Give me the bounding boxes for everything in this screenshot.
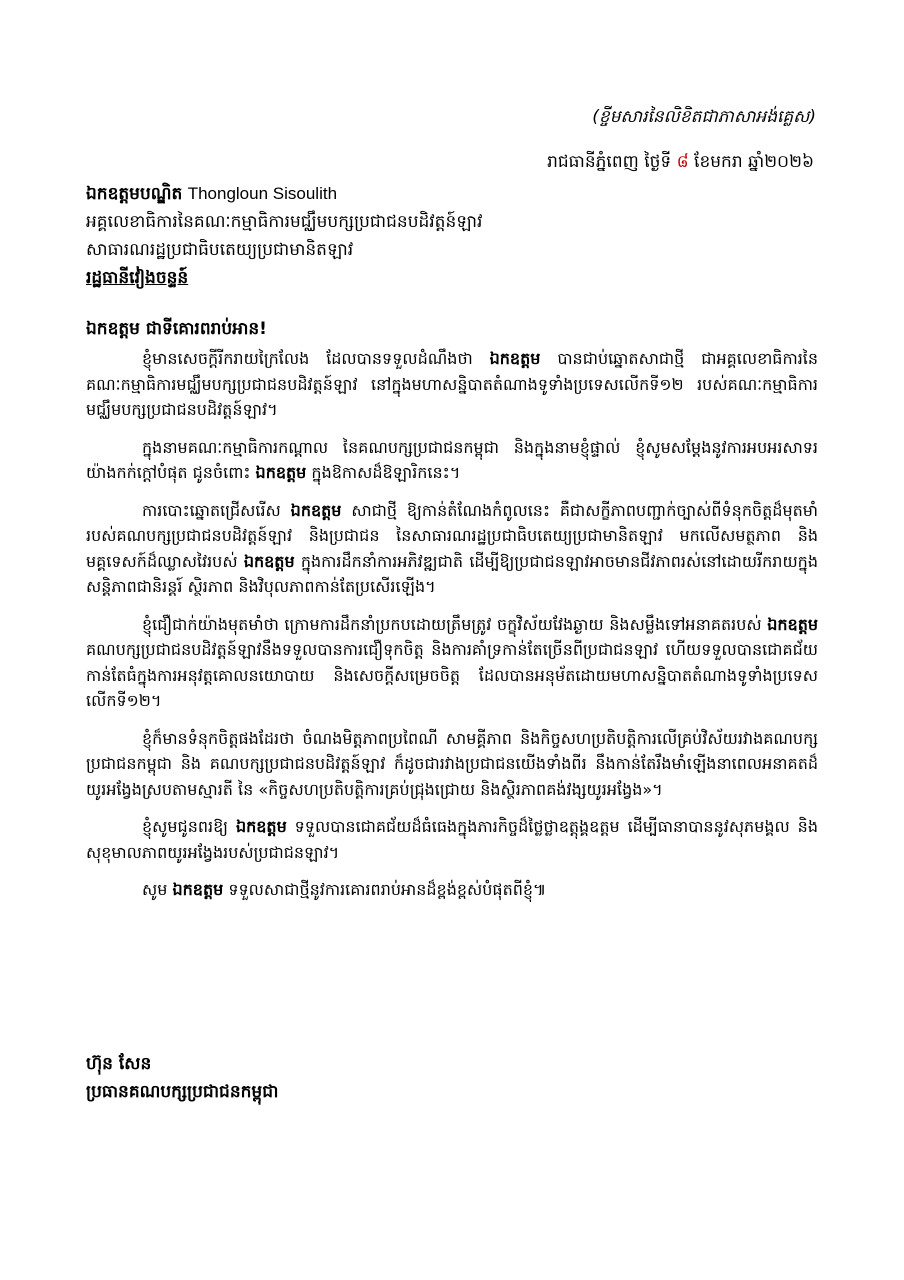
paragraph-6-honorific: ឯកឧត្តម bbox=[235, 817, 287, 836]
paragraph-2-text-c: ក្នុងឱកាសដ៏ឱឡារិកនេះ។ bbox=[306, 463, 461, 482]
recipient-honorific: ឯកឧត្តមបណ្ឌិត bbox=[86, 184, 183, 204]
paragraph-7-text-a: សូម bbox=[142, 880, 173, 899]
recipient-block bbox=[86, 180, 826, 292]
letter-date bbox=[547, 151, 814, 176]
paragraph-7 bbox=[86, 877, 818, 903]
paragraph-4-text-c: គណបក្សប្រជាជនបដិវត្តន៍ឡាវនឹងទទួលបានការជឿទុកចិត្ត និងការគាំទ្រកាន់តែច្រើនពីប្រជាជនឡាវ ហើយទទួលបានជោគជ័យកាន់តែធំក្នុងការអនុវត្តគោលនយោបាយ និងសេចក្ដីសម្រេចចិត្ត ដែលបានអនុម័តដោយមហាសន្និបាតតំណាងទូទាំងប្រទេសលើកទី១២។ bbox=[86, 640, 818, 710]
date-prefix: រាជធានីភ្នំពេញ ថ្ងៃទី bbox=[547, 152, 677, 172]
paragraph-3-honorific-2: ឯកឧត្តម bbox=[243, 551, 295, 571]
date-suffix: ខែមករា ឆ្នាំ២០២៦ bbox=[688, 152, 814, 172]
paragraph-1-text-a: ខ្ញុំមានសេចក្ដីរីករាយក្រៃលែង ដែលបានទទួលដំណឹងថា bbox=[142, 349, 490, 368]
salutation: ឯកឧត្តម ជាទីគោរពរាប់អាន! bbox=[86, 319, 267, 339]
paragraph-5-text-a: ខ្ញុំក៏មានទំនុកចិត្តផងដែរថា ចំណងមិត្តភាពប្រពៃណី សាមគ្គីភាព និងកិច្ចសហប្រតិបត្តិការលើគ្រប់វិស័យរវាងគណបក្សប្រជាជនកម្ពុជា និង គណបក្សប្រជាជនបដិវត្តន៍ឡាវ ក៏ដូចជារវាងប្រជាជនយើងទាំងពីរ នឹងកាន់តែរឹងមាំឡើងនាពេលអនាគតដ៏យូរអង្វែងស្របតាមស្មារតី នៃ «កិច្ចសហប្រតិបត្តិការគ្រប់ជ្រុងជ្រោយ និងស្ថិរភាពគង់វង្សយូរអង្វែង»។ bbox=[86, 728, 818, 799]
paragraph-3-text-a: ការបោះឆ្នោតជ្រើសរើស bbox=[142, 500, 291, 520]
paragraph-1 bbox=[86, 346, 818, 423]
signature-block bbox=[86, 1050, 278, 1106]
paragraph-4-honorific: ឯកឧត្តម bbox=[767, 614, 818, 634]
recipient-country: សាធារណរដ្ឋប្រជាធិបតេយ្យប្រជាមានិតឡាវ bbox=[86, 240, 354, 260]
date-day: ៨ bbox=[676, 152, 689, 172]
recipient-city: វៀងចន្ទន៍ bbox=[129, 268, 189, 288]
recipient-city-line bbox=[86, 264, 826, 292]
paragraph-2 bbox=[86, 435, 818, 486]
paragraph-3-honorific: ឯកឧត្តម bbox=[290, 500, 342, 520]
paragraph-2-honorific: ឯកឧត្តម bbox=[255, 463, 307, 482]
paragraph-7-text-c: ទទួលសាជាថ្មីនូវការគោរពរាប់អានដ៏ខ្ពង់ខ្ពស់បំផុតពីខ្ញុំ៕ bbox=[223, 880, 547, 899]
paragraph-5 bbox=[86, 726, 818, 803]
recipient-position: អគ្គលេខាធិការនៃគណៈកម្មាធិការមជ្ឈឹមបក្សប្រជាជនបដិវត្តន៍ឡាវ bbox=[86, 212, 483, 232]
recipient-name: Thongloun Sisoulith bbox=[187, 184, 338, 203]
paragraph-3 bbox=[86, 498, 818, 600]
paragraph-4 bbox=[86, 612, 818, 714]
translation-note: (ខ្ចីមសារនៃលិខិតជាភាសាអង់គ្លេស) bbox=[592, 107, 816, 127]
paragraph-3-text-c: សាជាថ្មី ឱ្យកាន់តំណែងកំពូលនេះ គឺជាសក្ខីភាពបញ្ជាក់ច្បាស់ពីទំនុកចិត្តដ៏មុតមាំ របស់គណបក្សប្រជាជនបដិវត្តន៍ឡាវ និងប្រជាជន នៃសាធារណរដ្ឋប្រជាធិបតេយ្យប្រជាមានិតឡាវ មកលើសមត្ថភាព និងមគ្គទេសក៍ដ៏ឈ្លាសវៃរបស់ bbox=[86, 500, 818, 571]
signatory-title: ប្រធានគណបក្សប្រជាជនកម្ពុជា bbox=[86, 1082, 279, 1102]
paragraph-1-text-c: បានជាប់ឆ្នោតសាជាថ្មី ជាអគ្គលេខាធិការនៃគណៈកម្មាធិការមជ្ឈឹមបក្សប្រជាជនបដិវត្តន៍ឡាវ នៅក្នុងមហាសន្និបាតតំណាងទូទាំងប្រទេសលើកទី១២ របស់គណៈកម្មាធិការមជ្ឈឹមបក្សប្រជាជនបដិវត្តន៍ឡាវ។ bbox=[86, 349, 818, 419]
paragraph-2-text-a: ក្នុងនាមគណៈកម្មាធិការកណ្ដាល នៃគណបក្សប្រជាជនកម្ពុជា និងក្នុងនាមខ្ញុំផ្ទាល់ ខ្ញុំសូមសម្ដែងនូវការអបអរសាទរយ៉ាងកក់ក្ដៅបំផុត ជូនចំពោះ bbox=[86, 437, 818, 482]
signatory-name: ហ៊ុន សែន bbox=[86, 1054, 152, 1074]
letter-body bbox=[86, 346, 818, 915]
paragraph-6-text-a: ខ្ញុំសូមជូនពរឱ្យ bbox=[142, 817, 236, 836]
recipient-name-line bbox=[86, 180, 826, 208]
paragraph-6 bbox=[86, 814, 818, 865]
paragraph-6-text-c: ទទួលបានជោគជ័យដ៏ធំធេងក្នុងភារកិច្ចដ៏ថ្លៃថ្លាឧត្តុង្គឧត្តម ដើម្បីធានាបាននូវសុភមង្គល និងសុខុមាលភាពយូរអង្វែងរបស់ប្រជាជនឡាវ។ bbox=[86, 817, 818, 862]
paragraph-4-text-a: ខ្ញុំជឿជាក់យ៉ាងមុតមាំថា ក្រោមការដឹកនាំប្រកបដោយត្រឹមត្រូវ ចក្ខុវិស័យវែងឆ្ងាយ និងសម្លឹងទៅអនាគតរបស់ bbox=[142, 614, 768, 634]
paragraph-7-honorific: ឯកឧត្តម bbox=[172, 880, 224, 899]
recipient-city-prefix: រដ្ឋធានី bbox=[86, 268, 130, 288]
paragraph-3-text-e: ក្នុងការដឹកនាំការអភិវឌ្ឍជាតិ ដើម្បីឱ្យប្រជាជនឡាវអាចមានជីវភាពរស់នៅដោយរីករាយក្នុងសន្តិភាពជានិរន្តរ៍ ស្ថិរភាព និងវិបុលភាពកាន់តែប្រសើរឡើង។ bbox=[86, 551, 818, 596]
paragraph-1-honorific: ឯកឧត្តម bbox=[489, 349, 541, 368]
